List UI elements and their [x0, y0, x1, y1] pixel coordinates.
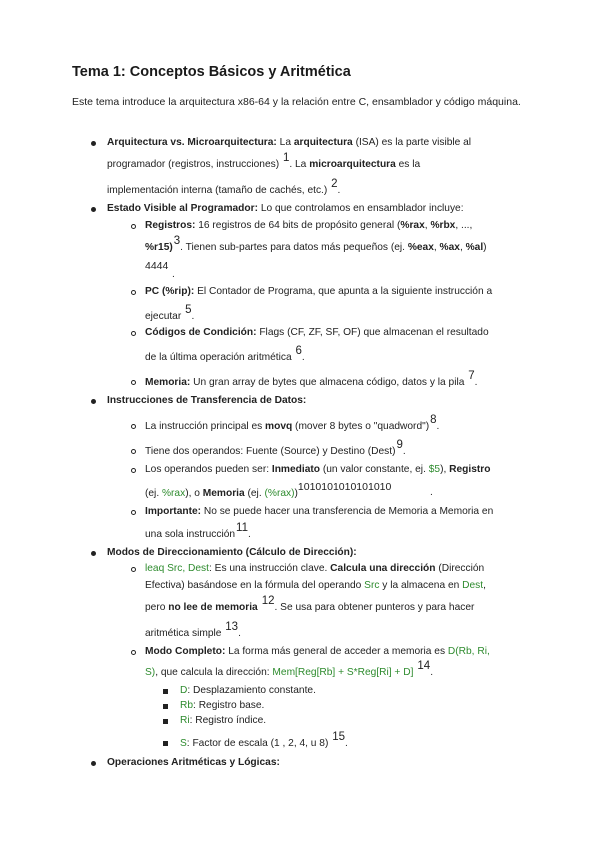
- s2-registros-line3: [145, 260, 168, 272]
- s4-sub-s: S: Factor de escala (1 , 2, 4, u 8) 15.: [180, 731, 348, 749]
- bullet-circle: [131, 224, 136, 229]
- intro-paragraph: Este tema introduce la arquitectura x86-64 y la relación entre C, ensamblador y código máquina.: [72, 96, 521, 108]
- bullet-circle: [131, 567, 136, 572]
- footnote-ref: 1010101010101010: [297, 481, 392, 493]
- footnote-ref: 1: [282, 152, 290, 164]
- s1-line2: programador (registros, instrucciones) 1. La microarquitectura es la: [107, 152, 421, 170]
- bullet-circle: [131, 510, 136, 515]
- s2-pc-line2: ejecutar 5.: [145, 304, 195, 322]
- footnote-ref: 5: [185, 304, 192, 316]
- s2-registros-line1: Registros: 16 registros de 64 bits de propósito general (%rax, %rbx, ...,: [145, 220, 473, 231]
- s2-cc-line2: de la última operación aritmética 6.: [145, 345, 305, 363]
- s1-line1: Arquitectura vs. Microarquitectura: La arquitectura (ISA) es la parte visible al: [107, 137, 472, 148]
- bullet-circle: [131, 380, 136, 385]
- s3-line3: Los operandos pueden ser: Inmediato (un valor constante, ej. $5), Registro: [145, 464, 491, 475]
- bullet-square: [163, 689, 168, 694]
- footnote-ref: 3: [173, 235, 181, 247]
- footnote-ref: 12: [261, 595, 275, 607]
- s4-sub-d: D: Desplazamiento constante.: [180, 685, 316, 696]
- bullet-circle: [131, 468, 136, 473]
- s1-line3: implementación interna (tamaño de cachés, etc.) 2.: [107, 178, 341, 196]
- s3-line3b: (ej. %rax), o Memoria (ej. (%rax))1010101010101010: [145, 481, 392, 499]
- bullet-circle: [131, 331, 136, 336]
- s2-line1: Estado Visible al Programador: Lo que controlamos en ensamblador incluye:: [107, 203, 464, 214]
- footnote-ref: 13: [225, 621, 239, 633]
- s4-sub-rb: Rb: Registro base.: [180, 700, 265, 711]
- footnote-ref: 6: [295, 345, 302, 357]
- s2-pc-line1: PC (%rip): El Contador de Programa, que apunta a la siguiente instrucción a: [145, 286, 493, 297]
- s2-registros-line2: %r15)3. Tienen sub-partes para datos más pequeños (ej. %eax, %ax, %al): [145, 235, 487, 253]
- s3-line3-dot: .: [430, 487, 433, 498]
- page-title: Tema 1: Conceptos Básicos y Aritmética: [72, 64, 351, 80]
- bullet-square: [163, 719, 168, 724]
- s3-heading: Instrucciones de Transferencia de Datos:: [107, 395, 307, 406]
- s3-line2: Tiene dos operandos: Fuente (Source) y Destino (Dest)9.: [145, 439, 406, 457]
- bullet-dot: [91, 761, 96, 766]
- s4-sub-ri: Ri: Registro índice.: [180, 715, 267, 726]
- s5-heading: Operaciones Aritméticas y Lógicas:: [107, 757, 280, 768]
- footnote-ref: 11: [236, 522, 248, 534]
- footnote-ref: 15: [332, 731, 345, 743]
- bullet-dot: [91, 207, 96, 212]
- s2-cc-line1: Códigos de Condición: Flags (CF, ZF, SF, OF) que almacenan el resultado: [145, 327, 489, 338]
- s4-line3: pero no lee de memoria12. Se usa para obtener punteros y para hacer: [145, 595, 475, 613]
- bullet-circle: [131, 290, 136, 295]
- footnote-ref: 4444: [145, 260, 169, 272]
- s4-line1: leaq Src, Dest: Es una instrucción clave. Calcula una dirección (Dirección: [145, 563, 485, 574]
- bullet-circle: [131, 424, 136, 429]
- s3-line4: Importante: No se puede hacer una transferencia de Memoria a Memoria en: [145, 506, 494, 517]
- footnote-ref: 9: [396, 439, 403, 451]
- bullet-square: [163, 704, 168, 709]
- bullet-dot: [91, 141, 96, 146]
- s4-line4: aritmética simple 13.: [145, 621, 241, 639]
- s2-heading: Estado Visible al Programador:: [107, 203, 258, 214]
- s4-modo-line2: S), que calcula la dirección: Mem[Reg[Rb] + S*Reg[Ri] + D]14.: [145, 660, 434, 678]
- footnote-ref: 2: [331, 178, 338, 190]
- s1-heading: Arquitectura vs. Microarquitectura:: [107, 137, 277, 148]
- s4-heading: Modos de Direccionamiento (Cálculo de Dirección):: [107, 547, 357, 558]
- s2-registros-dot: .: [172, 269, 175, 280]
- bullet-dot: [91, 399, 96, 404]
- bullet-dot: [91, 551, 96, 556]
- s3-line4b: una sola instrucción11.: [145, 522, 251, 540]
- s3-line1: La instrucción principal es movq (mover 8 bytes o "quadword")8.: [145, 414, 440, 432]
- footnote-ref: 7: [468, 370, 475, 382]
- bullet-square: [163, 741, 168, 746]
- s2-mem-line: Memoria: Un gran array de bytes que almacena código, datos y la pila 7.: [145, 370, 478, 388]
- bullet-circle: [131, 650, 136, 655]
- footnote-ref: 8: [430, 414, 437, 426]
- s4-modo-line1: Modo Completo: La forma más general de acceder a memoria es D(Rb, Ri,: [145, 646, 490, 657]
- bullet-circle: [131, 449, 136, 454]
- footnote-ref: 14: [417, 660, 431, 672]
- s4-line2: Efectiva) basándose en la fórmula del operando Src y la almacena en Dest,: [145, 580, 486, 591]
